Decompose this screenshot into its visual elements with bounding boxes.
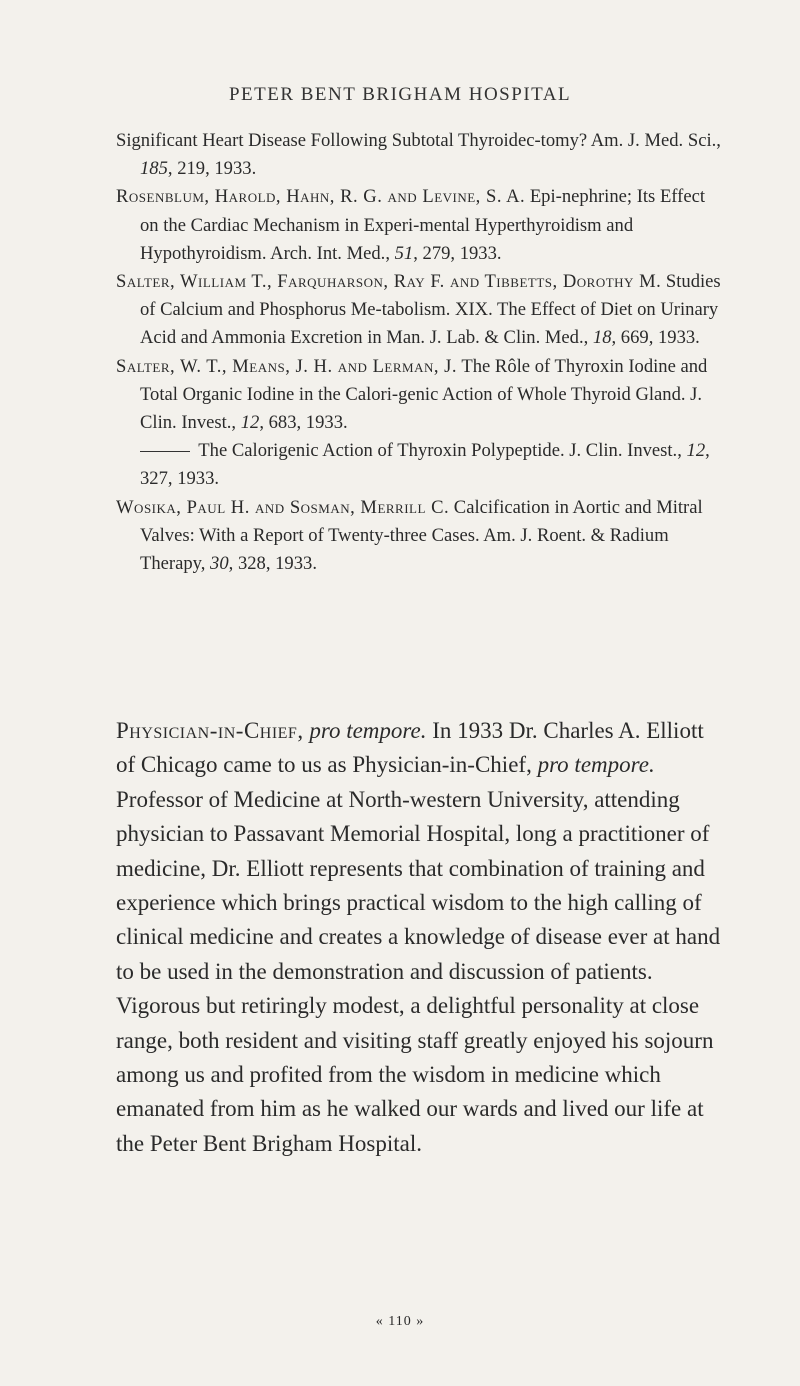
reference-item <box>116 127 728 183</box>
reference-pages-year: , 328, 1933. <box>228 553 317 575</box>
running-head: PETER BENT BRIGHAM HOSPITAL <box>228 84 572 105</box>
body-paragraph <box>116 714 728 1161</box>
reference-volume: 51 <box>394 242 414 264</box>
reference-pages-year: , 219, 1933. <box>167 158 257 180</box>
reference-list <box>116 127 728 578</box>
reference-pages-year: , 279, 1933. <box>413 242 502 264</box>
reference-volume: 12 <box>686 440 706 462</box>
reference-item <box>116 183 728 268</box>
reference-volume: 12 <box>240 412 260 434</box>
reference-pages-year: , 327, 1933. <box>140 440 710 490</box>
reference-title: The Calorigenic Action of Thyroxin Polypeptide. J. Clin. Invest., <box>194 440 687 462</box>
section-heading-italic: pro tempore. <box>309 718 427 743</box>
reference-item <box>116 494 728 579</box>
reference-authors: Rosenblum, Harold, Hahn, R. G. and Levine, S. A. <box>116 186 526 208</box>
reference-pages-year: , 683, 1933. <box>259 412 348 434</box>
reference-text: Significant Heart Disease Following Subtotal Thyroidec-tomy? Am. J. Med. Sci., <box>116 130 721 151</box>
reference-pages-year: , 669, 1933. <box>611 327 700 349</box>
reference-title: Calcification in Aortic and Mitral Valves: With a Report of Twenty-three Cases. Am. J. Roent. & Radium Therapy, <box>140 496 703 575</box>
reference-title: Epi-nephrine; Its Effect on the Cardiac Mechanism in Experi-mental Hyperthyroidism and Hypothyroidism. Arch. Int. Med., <box>140 186 706 264</box>
page-number: « 110 » <box>375 1314 425 1329</box>
reference-volume: 18 <box>592 327 612 349</box>
reference-authors: Salter, William T., Farquharson, Ray F. and Tibbetts, Dorothy M. <box>116 271 662 293</box>
reference-title: The Rôle of Thyroxin Iodine and Total Organic Iodine in the Calori-genic Action of Whole Thyroid Gland. J. Clin. Invest., <box>140 355 708 434</box>
reference-authors: Wosika, Paul H. and Sosman, Merrill C. <box>116 496 450 518</box>
reference-authors: Salter, W. T., Means, J. H. and Lerman, J. <box>116 355 458 377</box>
paragraph-text: Professor of Medicine at North-western University, attending physician to Passavant Memorial Hospital, long a practitioner of medicine, Dr. Elliott represents that combination of training and experience which brings practical wisdom to the high calling of clinical medicine and creates a knowledge of disease ever at hand to be used in the demonstration and discussion of patients. Vigorous but retiringly modest, a delightful personality at close range, both resident and visiting staff greatly enjoyed his sojourn among us and profited from the wisdom in medicine which emanated from him as he walked our wards and lived our life at the Peter Bent Brigham Hospital. <box>116 786 721 1156</box>
reference-volume: 185 <box>140 158 168 180</box>
paragraph-italic: pro tempore. <box>537 752 655 778</box>
reference-item <box>116 437 728 493</box>
reference-item <box>116 268 728 353</box>
reference-title: Studies of Calcium and Phosphorus Me-tabolism. XIX. The Effect of Diet on Urinary Acid and Ammonia Excretion in Man. J. Lab. & Clin. Med., <box>140 271 721 349</box>
paragraph-text: In 1933 Dr. Charles A. Elliott of Chicago came to us as Physician-in-Chief, <box>116 718 704 778</box>
section-heading: Physician-in-Chief, <box>116 718 304 743</box>
reference-item <box>116 353 728 438</box>
ditto-dash <box>140 451 190 452</box>
reference-volume: 30 <box>210 553 229 575</box>
